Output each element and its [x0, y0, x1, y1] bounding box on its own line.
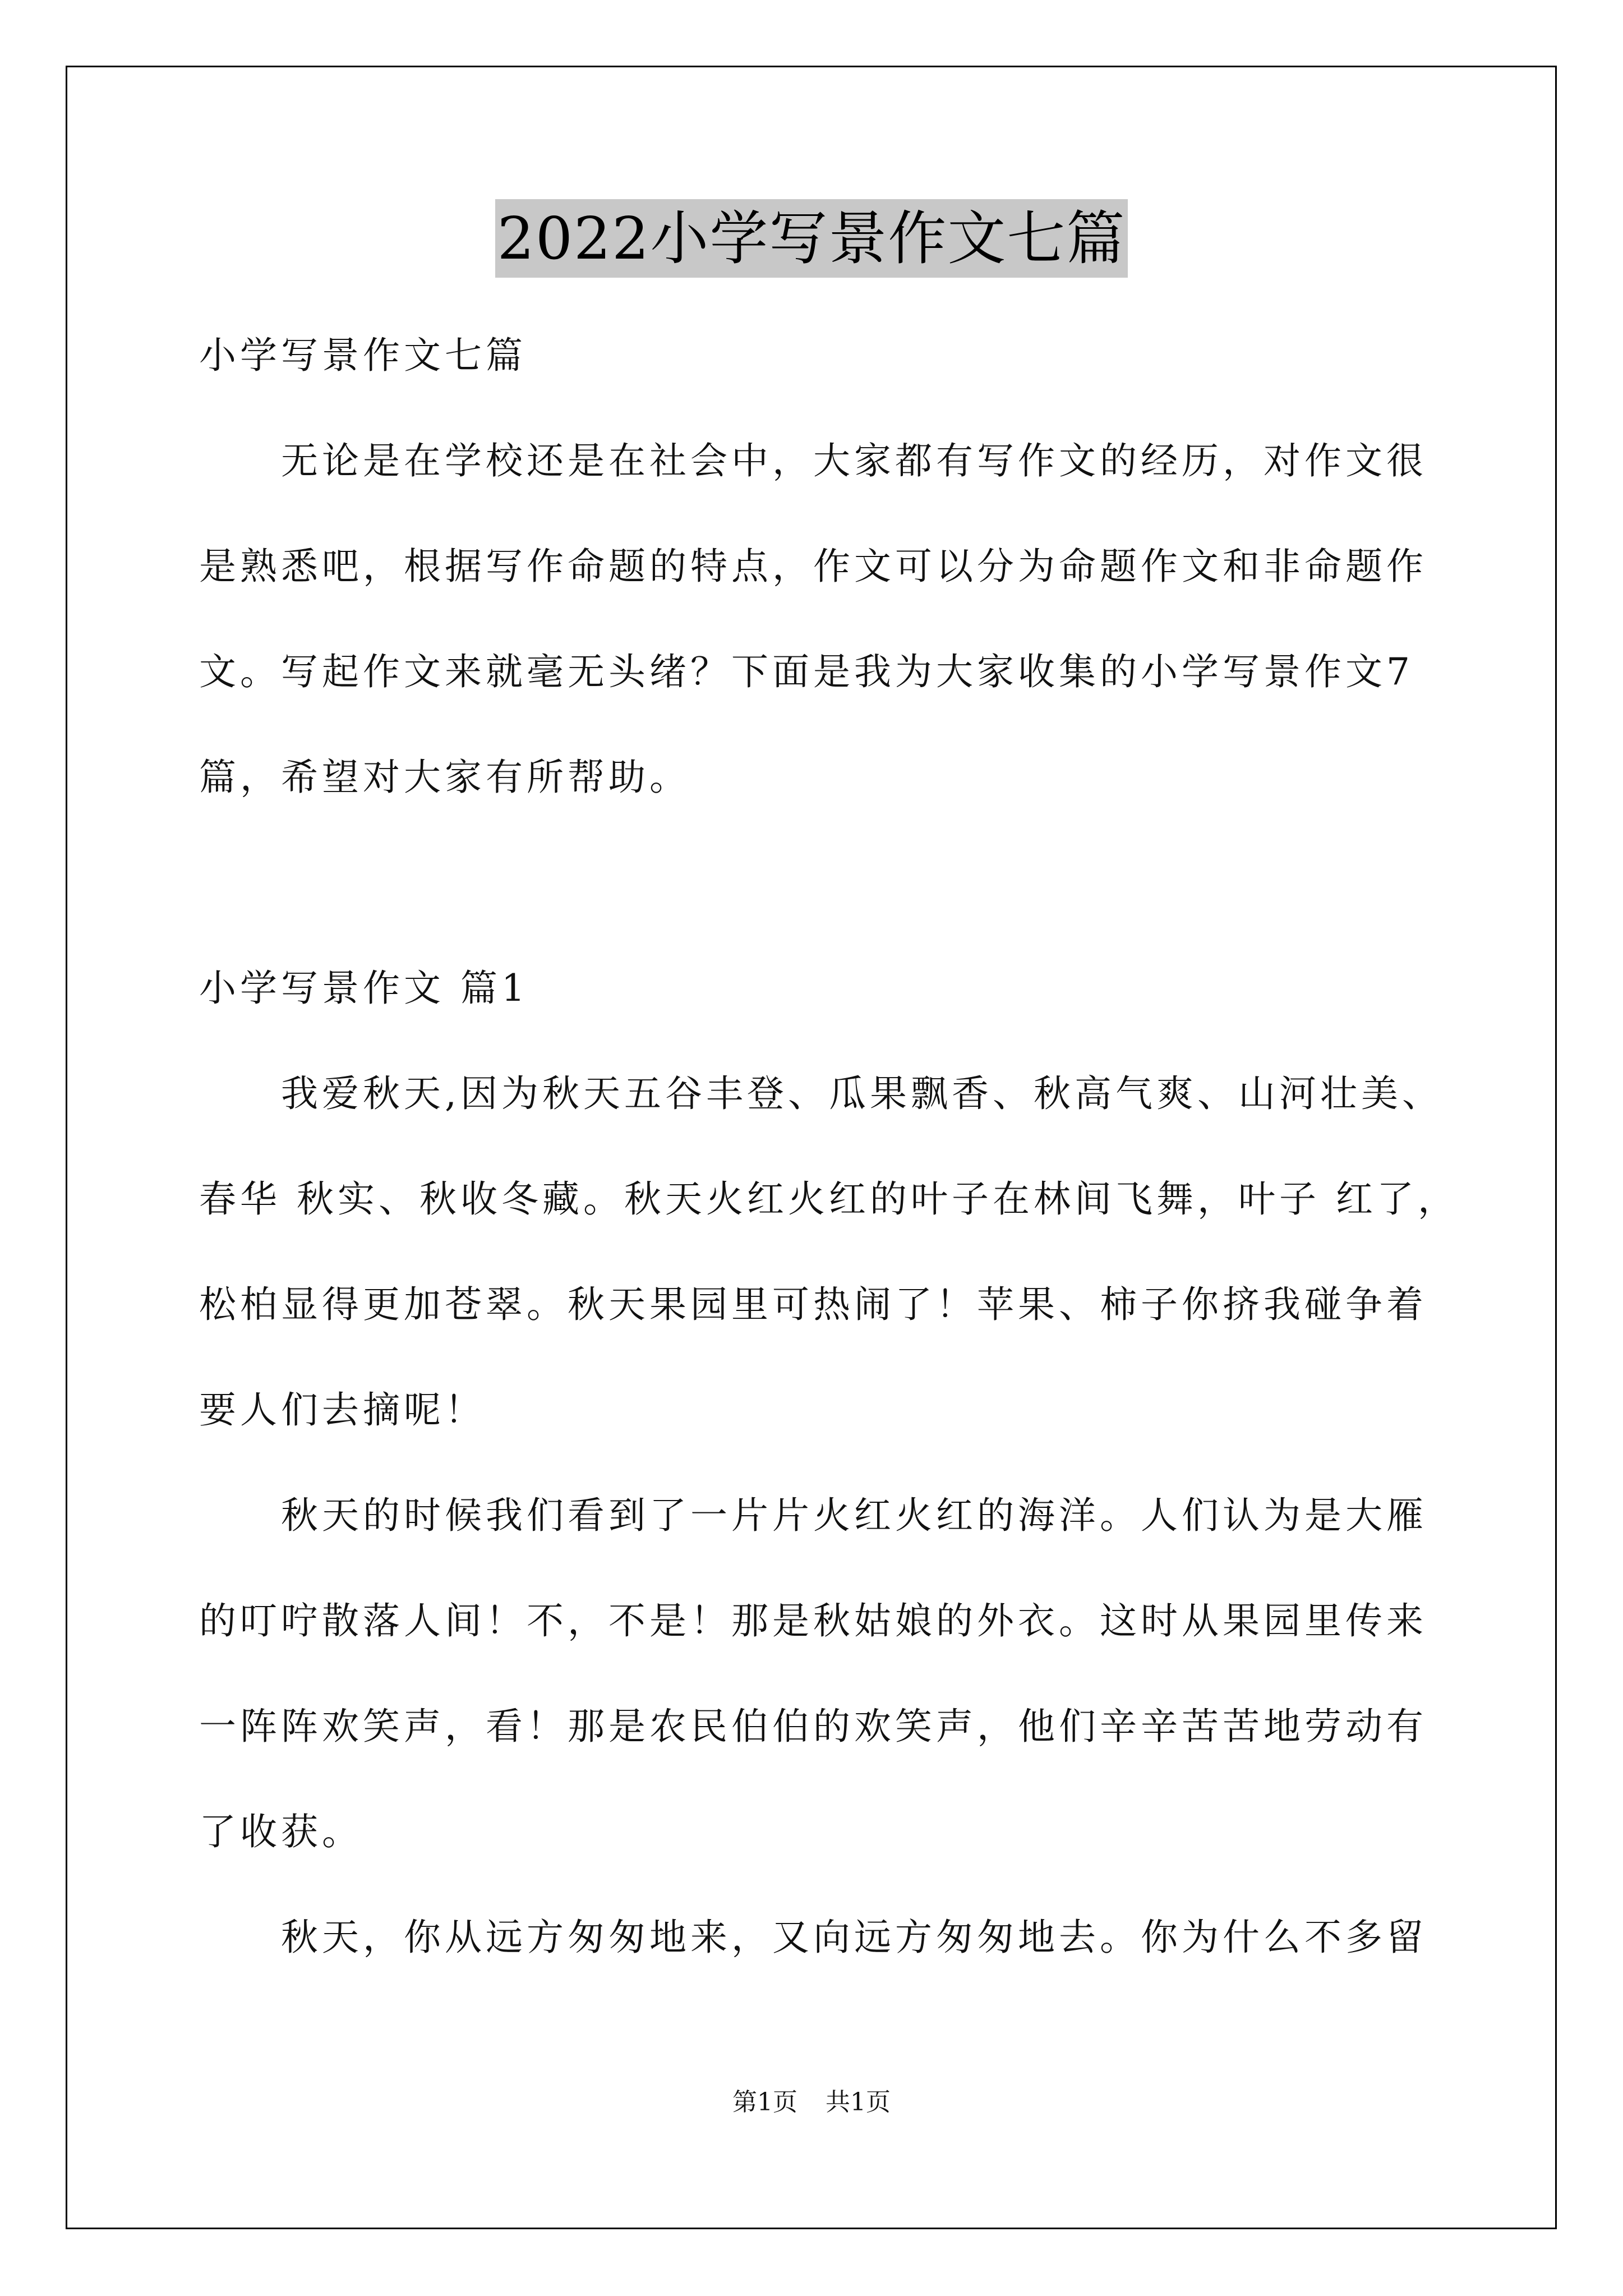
paragraph-line: 秋天，你从远方匆匆地来，又向远方匆匆地去。你为什么不多留	[281, 1916, 1427, 1959]
paragraph-line: 秋天的时候我们看到了一片片火红火红的海洋。人们认为是大雁	[281, 1494, 1427, 1537]
paragraph-line: 了收获。	[199, 1810, 363, 1853]
paragraph-line: 春华 秋实、秋收冬藏。秋天火红火红的叶子在林间飞舞，叶子 红了，	[199, 1177, 1459, 1221]
paragraph-line: 一阵阵欢笑声，看！那是农民伯伯的欢笑声，他们辛辛苦苦地劳动有	[199, 1705, 1427, 1748]
spacer	[199, 830, 1472, 936]
paragraph-line: 我爱秋天,因为秋天五谷丰登、瓜果飘香、秋高气爽、山河壮美、	[281, 1072, 1443, 1115]
document-title: 2022小学写景作文七篇	[495, 199, 1128, 278]
section-heading: 小学写景作文 篇1	[199, 967, 529, 1010]
intro-line: 是熟悉吧，根据写作命题的特点，作文可以分为命题作文和非命题作	[199, 545, 1427, 588]
title-container	[0, 199, 1623, 278]
document-body	[199, 303, 1472, 1990]
intro-line: 篇，希望对大家有所帮助。	[199, 756, 690, 799]
page-footer	[0, 2086, 1623, 2119]
paragraph-line: 的叮咛散落人间！不，不是！那是秋姑娘的外衣。这时从果园里传来	[199, 1599, 1427, 1642]
paragraph-line: 要人们去摘呢！	[199, 1388, 486, 1432]
page-number: 第1页	[732, 2088, 797, 2116]
intro-line: 文。写起作文来就毫无头绪？下面是我为大家收集的小学写景作文7	[199, 650, 1414, 693]
page-total: 共1页	[826, 2088, 891, 2116]
subtitle: 小学写景作文七篇	[199, 334, 527, 377]
intro-line: 无论是在学校还是在社会中，大家都有写作文的经历，对作文很	[281, 439, 1427, 482]
paragraph-line: 松柏显得更加苍翠。秋天果园里可热闹了！苹果、柿子你挤我碰争着	[199, 1283, 1427, 1326]
